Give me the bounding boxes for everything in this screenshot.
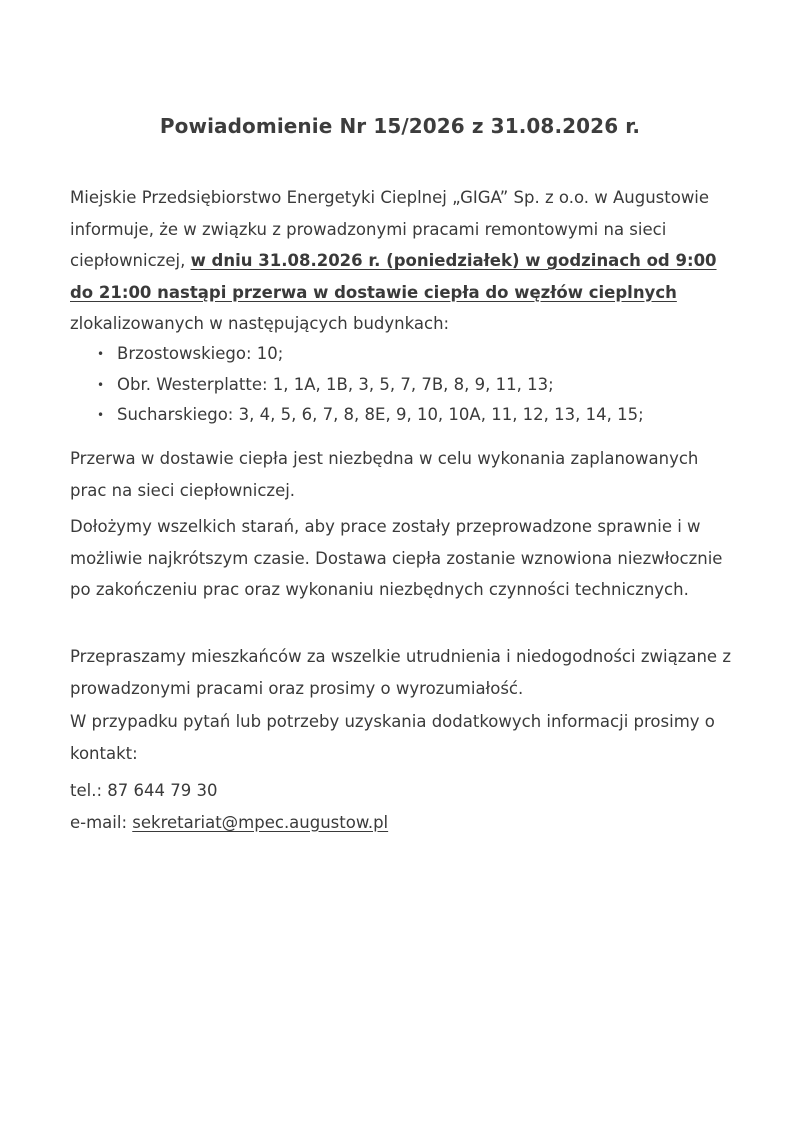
list-item bbox=[95, 339, 735, 370]
phone-number: 87 644 79 30 bbox=[107, 781, 218, 800]
intro-text-before: Miejskie Przedsiębiorstwo Energetyki Cieplnej „GIGA” Sp. z o.o. w Augustowie informuje, że w związku z prowadzonymi pracami remontowymi na sieci ciepłowniczej, bbox=[70, 188, 710, 270]
notice-title: Powiadomienie Nr 15/2026 z 31.08.2026 r. bbox=[159, 114, 641, 138]
email-line bbox=[70, 807, 735, 839]
building-entry: Brzostowskiego: 10; bbox=[117, 344, 284, 363]
bullet-icon: • bbox=[97, 347, 105, 361]
building-entry: Obr. Westerplatte: 1, 1A, 1B, 3, 5, 7, 7B, 8, 9, 11, 13; bbox=[117, 374, 554, 394]
bullet-icon: • bbox=[97, 408, 105, 422]
paragraph-assurance: Dołożymy wszelkich starań, aby prace zostały przeprowadzone sprawnie i w możliwie najkrótszym czasie. Dostawa ciepła zostanie wznowiona niezwłocznie po zakończeniu prac oraz wykonaniu niezbędnych czynności technicznych. bbox=[70, 517, 723, 599]
paragraph-apology: Przepraszamy mieszkańców za wszelkie utrudnienia i niedogodności związane z prowadzonymi pracami oraz prosimy o wyrozumiałość. bbox=[70, 647, 731, 698]
paragraph-purpose: Przerwa w dostawie ciepła jest niezbędna w celu wykonania zaplanowanych prac na sieci ciepłowniczej. bbox=[70, 449, 699, 500]
list-item bbox=[95, 400, 735, 431]
phone-line bbox=[70, 775, 735, 807]
email-link[interactable]: sekretariat@mpec.augustow.pl bbox=[132, 812, 389, 832]
phone-label: tel.: bbox=[70, 781, 108, 800]
building-entry: Sucharskiego: 3, 4, 5, 6, 7, 8, 8E, 9, 10, 10A, 11, 12, 13, 14, 15; bbox=[117, 405, 644, 424]
intro-emphasis: w dniu 31.08.2026 r. (poniedziałek) w godzinach od 9:00 do 21:00 nastąpi przerwa w dostawie ciepła do węzłów cieplnych bbox=[70, 251, 717, 302]
bullet-icon: • bbox=[97, 377, 105, 392]
buildings-list bbox=[95, 339, 735, 431]
contact-block bbox=[70, 775, 735, 838]
intro-paragraph bbox=[70, 182, 735, 340]
intro-text-after: zlokalizowanych w następujących budynkach: bbox=[70, 314, 450, 333]
list-item bbox=[95, 370, 735, 401]
email-label: e-mail: bbox=[70, 812, 133, 832]
paragraph-contact-intro: W przypadku pytań lub potrzeby uzyskania dodatkowych informacji prosimy o kontakt: bbox=[70, 712, 715, 763]
